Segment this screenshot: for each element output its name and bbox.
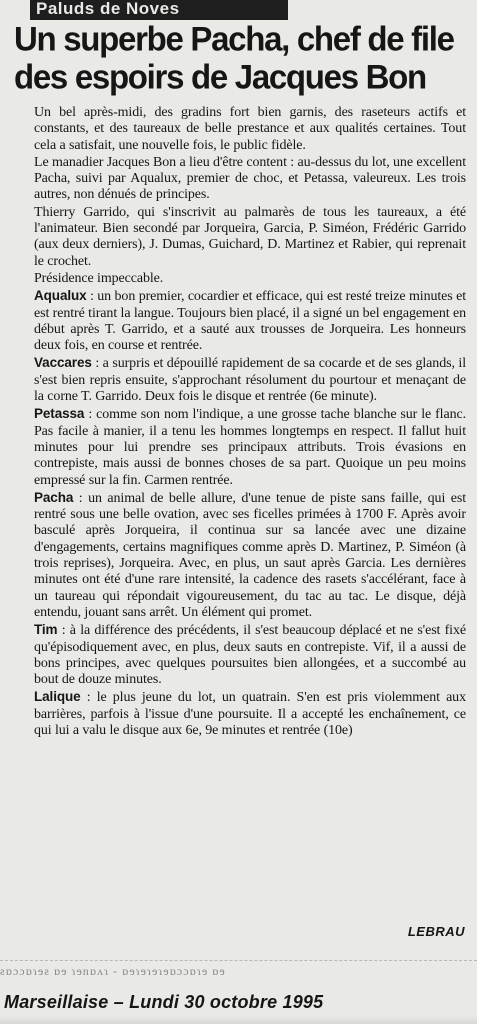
headline bbox=[14, 20, 469, 96]
article-body bbox=[34, 104, 466, 739]
paragraph-text: Présidence impeccable. bbox=[34, 270, 164, 286]
paragraph-tim bbox=[34, 622, 466, 688]
paragraph-text: : comme son nom l'indique, a une grosse tache blanche sur le flanc. Pas facile à manier, il a tenu les hommes longtemps en respect. Il fallut huit minutes pour lui prendre ses principaux attributs. Trois évasions en contrepiste, mais aussi de bonnes choses de sa part. Quoique un peu moins empressé sur la fin. Carmen rentrée. bbox=[34, 407, 466, 488]
paragraph-petassa bbox=[34, 406, 466, 488]
bull-name-lalique: Lalique bbox=[34, 689, 81, 705]
bull-name-tim: Tim bbox=[34, 622, 58, 638]
paragraph-text: Le manadier Jacques Bon a lieu d'être content : au-dessus du lot, une excellent Pacha, suivi par Aqualux, premier de choc, et Petassa, valeureux. Les trois autres, non dénués de principes. bbox=[34, 154, 466, 203]
paragraph-presidence bbox=[34, 271, 466, 287]
section-kicker: Paluds de Noves bbox=[30, 0, 288, 20]
paragraph-lalique bbox=[34, 689, 466, 739]
paragraph-intro bbox=[34, 105, 466, 154]
paragraph-vaccares bbox=[34, 355, 466, 405]
paragraph-text: : un animal de belle allure, d'une tenue de piste sans faille, qui est rentré sous une belle ovation, avec ses ficelles primées à 1700 F. Après avoir basculé après Jorqueira, il continua sur sa lancée avec une dizaine d'engagements, certains magnifiques comme après D. Martinez, P. Siméon (à trois reprises), Jorqueira. Avec, en plus, un saut après Garcia. Les dernières minutes ont été d'une rare intensité, la cadence des rasets s'accélérant, face à un taureau qui répondait vigoureusement, du tac au tac. Le disque, déjà entendu, jouant sans arrêt. Un élément qui promet. bbox=[34, 490, 466, 620]
paragraph-text: : un bon premier, cocardier et efficace, qui est resté treize minutes et est rentré tirant la langue. Toujours bien placé, il a signé un bel engagement en début après T. Garrido, et a sauté aux trousses de Jorqueira. Les honneurs deux fois, en course et rentrée. bbox=[34, 289, 466, 354]
bull-name-petassa: Petassa bbox=[34, 406, 85, 422]
page-edge bbox=[0, 1016, 477, 1024]
paragraph-text: Thierry Garrido, qui s'inscrivit au palmarès de tous les taureaux, a été l'animateur. Bien secondé par Jorqueira, Garcia, P. Siméon, Frédéric Garrido (aux deux derniers), J. Dumas, Guichard, D. Martinez et Rabier, qui reprenait le crochet. bbox=[34, 204, 466, 269]
paragraph-text: Un bel après-midi, des gradins fort bien garnis, des raseteurs actifs et constants, et des taureaux de belle prestance et aux qualités certaines. Tout cela a satisfait, une nouvelle fois, le public fidèle. bbox=[34, 105, 466, 153]
paragraph-text: : a surpris et dépouillé rapidement de sa cocarde et de ses glands, il s'est bien repris ensuite, s'approchant résolument du pourtour et menaçant de la corne T. Garrido. Deux fois le disque et rentrée (6e minute). bbox=[34, 356, 466, 405]
paragraph-raseteurs bbox=[34, 205, 466, 270]
paragraph-aqualux bbox=[34, 288, 466, 354]
headline-line-1: Un superbe Pacha, chef de file bbox=[14, 18, 454, 58]
paragraph-manadier bbox=[34, 155, 466, 204]
bleed-through-text: ƨɒɔɔɒɿɘƨ ɒɘ ɿɘnɒʌɿ - ɒɘɿɘɿɘɿɘɒɔɔɒɿɘ ɒɘ bbox=[0, 960, 477, 981]
paragraph-text: : le plus jeune du lot, un quatrain. S'en est pris violemment aux barrières, parfois à l'issue d'une poursuite. Il a accepté les enchaînement, ce qui lui a valu le disque aux 6e, 9e minutes et rentrée (10e) bbox=[34, 690, 466, 738]
author-signature: LEBRAU bbox=[407, 924, 465, 939]
paragraph-pacha bbox=[34, 490, 466, 621]
headline-line-2: des espoirs de Jacques Bon bbox=[14, 56, 426, 96]
bull-name-vaccares: Vaccares bbox=[34, 355, 92, 371]
bull-name-pacha: Pacha bbox=[34, 489, 74, 505]
paragraph-text: : à la différence des précédents, il s'est beaucoup déplacé et ne s'est fixé qu'épisodiquement avec, en plus, deux sauts en contrepiste. Vif, il a aussi de bons principes, avec quelques poursuites bien allongées, et a succombé au bout de douze minutes. bbox=[34, 623, 466, 688]
bull-name-aqualux: Aqualux bbox=[34, 288, 87, 304]
newspaper-footer: Marseillaise – Lundi 30 octobre 1995 bbox=[4, 992, 324, 1012]
